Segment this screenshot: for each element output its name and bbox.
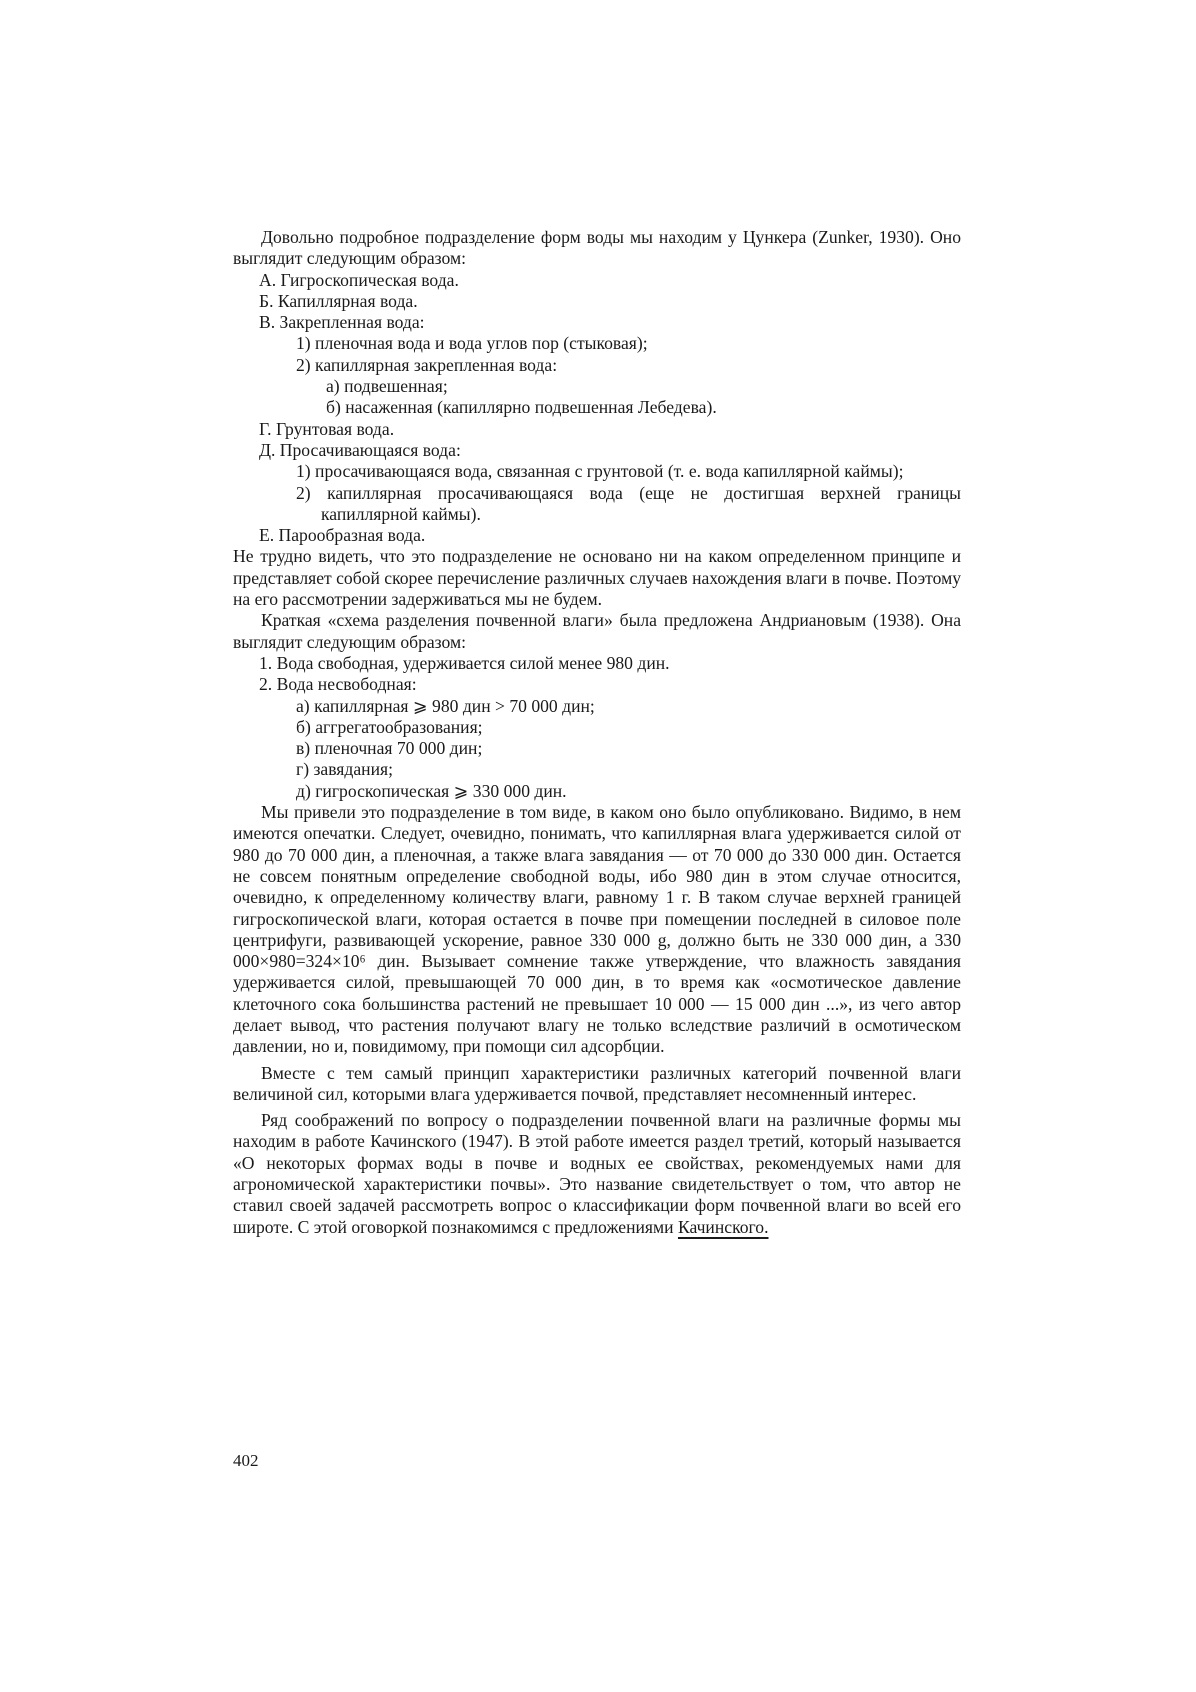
list-item: г) завядания; [296, 759, 393, 780]
paragraph-zunker-intro: Довольно подробное подразделение форм воды мы находим у Цункера (Zunker, 1930). Оно выглядит следующим образом: [233, 227, 961, 269]
page-number: 402 [233, 1451, 259, 1470]
paragraph-kachinsky-text: Ряд соображений по вопросу о подразделении почвенной влаги на различные формы мы находим в работе Качинского (1947). В этой работе имеется раздел третий, который называется «О некоторых формах воды в почве и водных ее свойствах, рекомендуемых нами для агрономической характеристики почвы». Это название свидетельствует о том, что автор не ставил своей задачей рассмотреть вопрос о классификации форм почвенной влаги во всей его широте. С этой оговоркой познакомимся с предложениями [233, 1110, 961, 1237]
list-item: А. Гигроскопическая вода. [259, 269, 459, 290]
list-item: Г. Грунтовая вода. [259, 418, 395, 439]
paragraph-principle-interest: Вместе с тем самый принцип характеристики различных категорий почвенной влаги величиной сил, которыми влага удерживается почвой, представляет несомненный интерес. [233, 1062, 961, 1104]
list-item: б) аггрегатообразования; [296, 716, 483, 737]
list-item: Е. Парообразная вода. [259, 525, 426, 546]
paragraph-andrianov-intro: Краткая «схема разделения почвенной влаги» была предложена Андриановым (1938). Она выглядит следующим образом: [233, 610, 961, 652]
list-item: а) капиллярная ⩾ 980 дин > 70 000 дин; [296, 695, 595, 716]
list-item: 1) просачивающаяся вода, связанная с грунтовой (т. е. вода капиллярной каймы); [296, 461, 904, 482]
page-body [233, 227, 961, 1238]
paragraph-andrianov-critique: Мы привели это подразделение в том виде, в каком оно было опубликовано. Видимо, в нем имеются опечатки. Следует, очевидно, понимать, что капиллярная влага удерживается силой от 980 до 70 000 дин, а пленочная, а также влага завядания — от 70 000 до 330 000 дин. Остается не совсем понятным определение свободной воды, ибо 980 дин в этом случае относится, очевидно, к определенному количеству влаги, равному 1 г. В таком случае верхней границей гигроскопической влаги, которая остается в почве при помещении последней в силовое поле центрифуги, развивающей ускорение, равное 330 000 g, должно быть не 330 000 дин, а 330 000×980=324×10⁶ дин. Вызывает сомнение также утверждение, что влажность завядания удерживается силой, превышающей 70 000 дин, в то время как «осмотическое давление клеточного сока большинства растений не превышает 10 000 — 15 000 дин ...», из чего автор делает вывод, что растения получают влагу не только вследствие различий в осмотическом давлении, но и, повидимому, при помощи сил адсорбции. [233, 802, 961, 1057]
list-item: 2) капиллярная просачивающаяся вода (еще не достигшая верхней границы капиллярной каймы). [296, 482, 961, 524]
list-item: Д. Просачивающаяся вода: [259, 439, 461, 460]
zunker-classification-list [233, 270, 961, 547]
andrianov-scheme-list [233, 653, 961, 802]
list-item: Б. Капиллярная вода. [259, 290, 418, 311]
list-item: 2) капиллярная закрепленная вода: [296, 354, 558, 375]
list-item: В. Закрепленная вода: [259, 312, 425, 333]
list-item: б) насаженная (капиллярно подвешенная Лебедева). [326, 397, 717, 418]
list-item: а) подвешенная; [326, 376, 448, 397]
paragraph-zunker-critique: Не трудно видеть, что это подразделение не основано ни на каком определенном принципе и представляет собой скорее перечисление различных случаев нахождения влаги в почве. Поэтому на его рассмотрении задерживаться мы не будем. [233, 546, 961, 610]
kachinsky-name-underlined: Качинского. [677, 1216, 769, 1237]
list-item: 1. Вода свободная, удерживается силой менее 980 дин. [259, 652, 670, 673]
paragraph-kachinsky [233, 1110, 961, 1238]
list-item: 2. Вода несвободная: [259, 674, 417, 695]
list-item: д) гигроскопическая ⩾ 330 000 дин. [296, 780, 567, 801]
list-item: в) пленочная 70 000 дин; [296, 738, 483, 759]
list-item: 1) пленочная вода и вода углов пор (стыковая); [296, 333, 648, 354]
